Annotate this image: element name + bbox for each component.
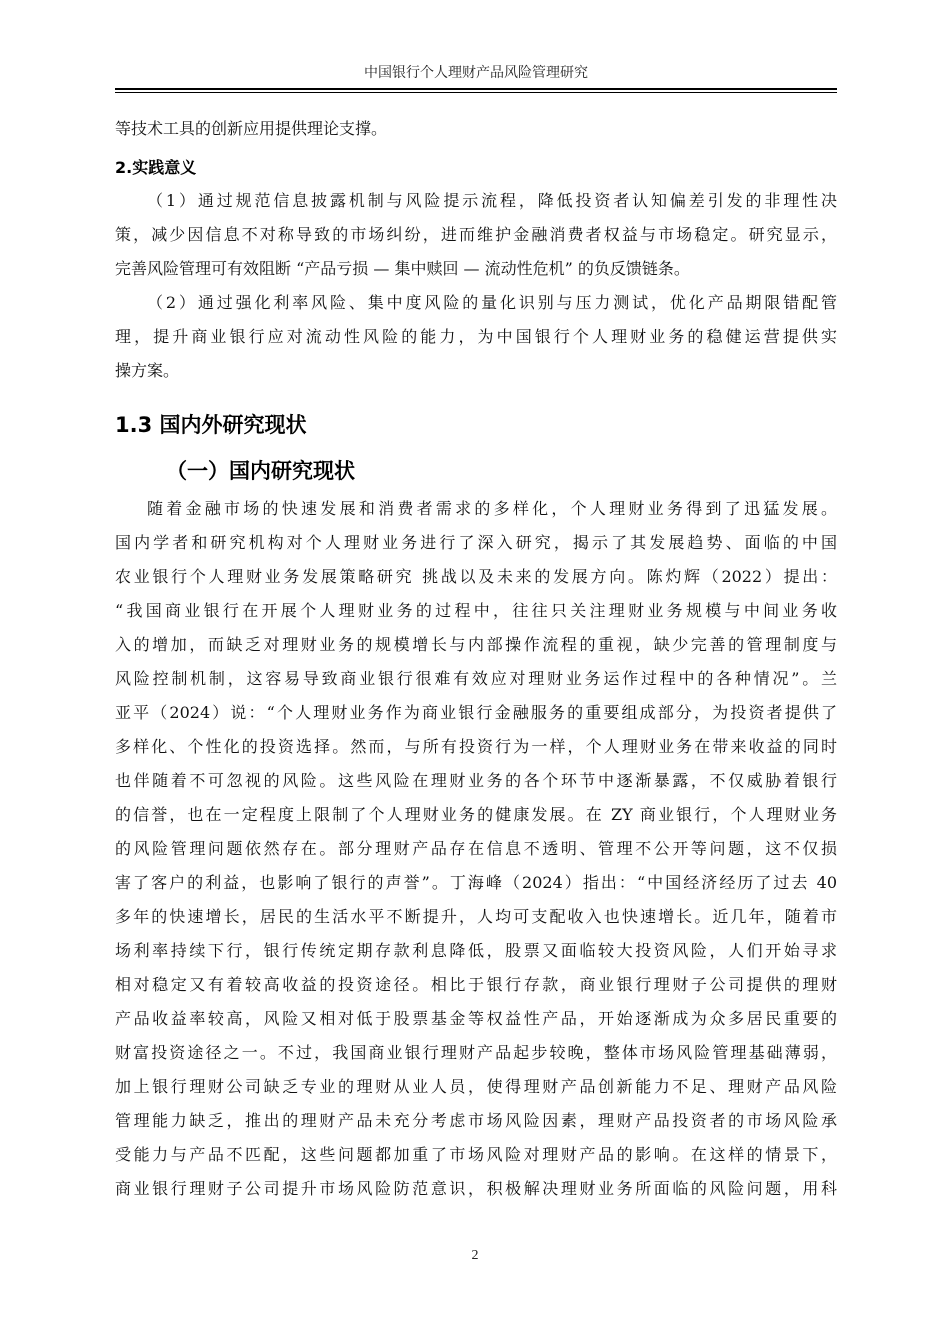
text-line: 管理能力缺乏，推出的理财产品未充分考虑市场风险因素，理财产品投资者的市场风险承	[115, 1111, 837, 1130]
text-line: 入的增加，而缺乏对理财业务的规模增长与内部操作流程的重视，缺少完善的管理制度与	[115, 635, 837, 654]
header-rule-thin	[115, 92, 837, 93]
text-line: 的风险管理问题依然存在。部分理财产品存在信息不透明、管理不公开等问题，这不仅损	[115, 839, 837, 858]
text-line: 操方案。	[115, 361, 180, 380]
running-header: 中国银行个人理财产品风险管理研究	[364, 65, 588, 81]
practical-paragraph-2	[115, 286, 837, 388]
practical-significance-heading: 2.实践意义	[115, 158, 197, 177]
text-line: 随着金融市场的快速发展和消费者需求的多样化，个人理财业务得到了迅猛发展。	[147, 499, 837, 518]
text-line: 完善风险管理可有效阻断 “产品亏损 — 集中赎回 — 流动性危机” 的负反馈链条。	[115, 259, 690, 278]
text-line: 财富投资途径之一。不过，我国商业银行理财产品起步较晚，整体市场风险管理基础薄弱，	[115, 1043, 837, 1062]
page-number: 2	[471, 1248, 479, 1263]
text-line: 也伴随着不可忽视的风险。这些风险在理财业务的各个环节中逐渐暴露，不仅威胁着银行	[115, 771, 837, 790]
text-line: “我国商业银行在开展个人理财业务的过程中，往往只关注理财业务规模与中间业务收	[115, 601, 837, 620]
text-line: 亚平（2024）说：“个人理财业务作为商业银行金融服务的重要组成部分，为投资者提供了	[115, 703, 837, 722]
text-line: 国内学者和研究机构对个人理财业务进行了深入研究，揭示了其发展趋势、面临的中国	[115, 533, 837, 552]
text-line: （1）通过规范信息披露机制与风险提示流程，降低投资者认知偏差引发的非理性决	[147, 191, 837, 210]
text-line: 多样化、个性化的投资选择。然而，与所有投资行为一样，个人理财业务在带来收益的同时	[115, 737, 837, 756]
header-rule-thick	[115, 88, 837, 90]
text-line: 加上银行理财公司缺乏专业的理财从业人员，使得理财产品创新能力不足、理财产品风险	[115, 1077, 837, 1096]
text-line: 产品收益率较高，风险又相对低于股票基金等权益性产品，开始逐渐成为众多居民重要的	[115, 1009, 837, 1028]
continuation-paragraph	[115, 112, 837, 146]
text-line: 等技术工具的创新应用提供理论支撑。	[115, 119, 388, 138]
text-line: 农业银行个人理财业务发展策略研究 挑战以及未来的发展方向。陈灼辉（2022）提出：	[115, 567, 837, 586]
text-line: 相对稳定又有着较高收益的投资途径。相比于银行存款，商业银行理财子公司提供的理财	[115, 975, 837, 994]
text-line: 场利率持续下行，银行传统定期存款利息降低，股票又面临较大投资风险，人们开始寻求	[115, 941, 837, 960]
domestic-research-paragraph	[115, 492, 837, 1206]
text-line: 害了客户的利益，也影响了银行的声誉”。丁海峰（2024）指出：“中国经济经历了过去 40	[115, 873, 837, 892]
text-line: 的信誉，也在一定程度上限制了个人理财业务的健康发展。在 ZY 商业银行，个人理财业务	[115, 805, 837, 824]
text-line: 策，减少因信息不对称导致的市场纠纷，进而维护金融消费者权益与市场稳定。研究显示，	[115, 225, 837, 244]
text-line: （2）通过强化利率风险、集中度风险的量化识别与压力测试，优化产品期限错配管	[147, 293, 837, 312]
text-line: 多年的快速增长，居民的生活水平不断提升，人均可支配收入也快速增长。近几年，随着市	[115, 907, 837, 926]
section-heading: 1.3 国内外研究现状	[115, 413, 307, 437]
text-line: 理，提升商业银行应对流动性风险的能力，为中国银行个人理财业务的稳健运营提供实	[115, 327, 837, 346]
text-line: 风险控制机制，这容易导致商业银行很难有效应对理财业务运作过程中的各种情况”。兰	[115, 669, 837, 688]
text-line: 受能力与产品不匹配，这些问题都加重了市场风险对理财产品的影响。在这样的情景下，	[115, 1145, 837, 1164]
subsection-heading: （一）国内研究现状	[166, 459, 355, 483]
practical-paragraph-1	[115, 184, 837, 286]
text-line: 商业银行理财子公司提升市场风险防范意识，积极解决理财业务所面临的风险问题，用科	[115, 1179, 837, 1198]
